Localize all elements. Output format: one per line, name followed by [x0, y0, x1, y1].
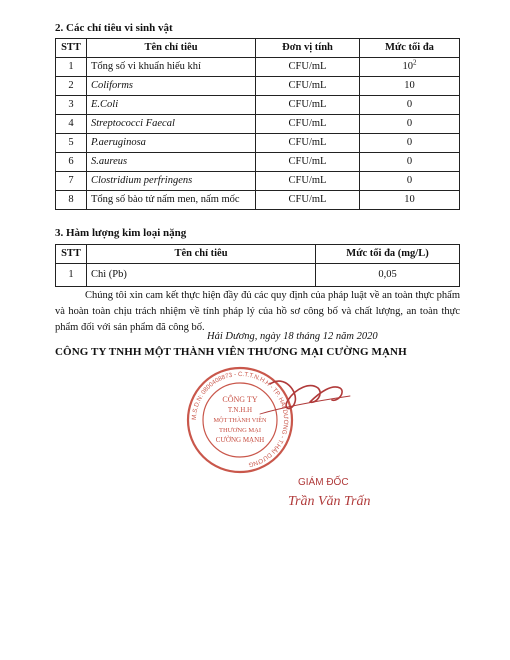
metals-section-title: 3. Hàm lượng kim loại nặng	[55, 227, 187, 239]
table-row	[56, 58, 460, 77]
cell-stt: 4	[56, 115, 87, 134]
table-header-row	[56, 39, 460, 58]
cell-max: 0	[360, 153, 460, 172]
commitment-paragraph: Chúng tôi xin cam kết thực hiện đầy đủ các quy định của pháp luật về an toàn thực phẩm và hoàn toàn chịu trách nhiệm về tính pháp lý của hồ sơ công bố và chất lượng, an toàn thực phẩm đối với sản phẩm đã công bố.	[55, 290, 460, 333]
cell-stt: 6	[56, 153, 87, 172]
cell-name: Streptococci Faecal	[87, 115, 256, 134]
cell-name: P.aeruginosa	[87, 134, 256, 153]
cell-name: Tổng số bào tử nấm men, nấm mốc	[87, 191, 256, 210]
seal-line: T.N.H.H	[227, 406, 253, 414]
cell-stt: 1	[56, 58, 87, 77]
cell-unit: CFU/mL	[256, 191, 360, 210]
cell-stt: 3	[56, 96, 87, 115]
date-line: Hải Dương, ngày 18 tháng 12 năm 2020	[207, 331, 378, 342]
header-name: Tên chỉ tiêu	[87, 39, 256, 58]
cell-stt: 2	[56, 77, 87, 96]
cell-name: Tổng số vi khuẩn hiếu khí	[87, 58, 256, 77]
cell-name: Coliforms	[87, 77, 256, 96]
max-base: 10	[402, 61, 413, 72]
seal-line: CÔNG TY	[222, 395, 258, 404]
cell-max: 0	[360, 96, 460, 115]
cell-max: 0	[360, 134, 460, 153]
table-header-row	[56, 245, 460, 264]
cell-max: 10	[360, 191, 460, 210]
table-row	[56, 134, 460, 153]
svg-text:M.S.D.N: 0800408873 - C.T.T.N.: M.S.D.N: 0800408873 - C.T.T.N.H.H - TP. HẢI DƯƠNG - T.HẢI DƯƠNG	[190, 370, 290, 469]
cell-unit: CFU/mL	[256, 96, 360, 115]
table-row	[56, 264, 460, 287]
cell-unit: CFU/mL	[256, 77, 360, 96]
table-row	[56, 96, 460, 115]
cell-max: 0,05	[316, 264, 460, 287]
cell-unit: CFU/mL	[256, 153, 360, 172]
cell-unit: CFU/mL	[256, 134, 360, 153]
cell-name: S.aureus	[87, 153, 256, 172]
cell-stt: 8	[56, 191, 87, 210]
seal-line: THƯƠNG MẠI	[218, 427, 262, 434]
cell-name: Clostridium perfringens	[87, 172, 256, 191]
director-signature	[240, 362, 410, 512]
header-stt: STT	[56, 245, 87, 264]
header-name: Tên chỉ tiêu	[87, 245, 316, 264]
header-max: Mức tối đa	[360, 39, 460, 58]
cell-stt: 1	[56, 264, 87, 287]
cell-max	[360, 58, 460, 77]
cell-unit: CFU/mL	[256, 115, 360, 134]
cell-name: E.Coli	[87, 96, 256, 115]
max-exponent: 2	[413, 58, 417, 67]
microbio-table	[55, 38, 460, 210]
cell-stt: 5	[56, 134, 87, 153]
header-unit: Đơn vị tính	[256, 39, 360, 58]
table-row	[56, 77, 460, 96]
cell-unit: CFU/mL	[256, 172, 360, 191]
microbio-section-title: 2. Các chỉ tiêu vi sinh vật	[55, 22, 173, 34]
seal-line: CƯỜNG MẠNH	[215, 436, 265, 444]
seal-line: MỘT THÀNH VIÊN	[213, 417, 267, 424]
cell-max: 10	[360, 77, 460, 96]
cell-max: 0	[360, 172, 460, 191]
svg-text:GIÁM ĐỐC: GIÁM ĐỐC	[298, 477, 349, 488]
svg-text:Trần Văn Trấn: Trần Văn Trấn	[288, 494, 371, 509]
company-name: CÔNG TY TNHH MỘT THÀNH VIÊN THƯƠNG MẠI CƯỜNG MẠNH	[55, 346, 407, 358]
header-stt: STT	[56, 39, 87, 58]
table-row	[56, 191, 460, 210]
metals-table	[55, 244, 460, 287]
cell-name: Chì (Pb)	[87, 264, 316, 287]
table-row	[56, 153, 460, 172]
table-row	[56, 115, 460, 134]
header-max: Mức tối đa (mg/L)	[316, 245, 460, 264]
cell-max: 0	[360, 115, 460, 134]
table-row	[56, 172, 460, 191]
cell-stt: 7	[56, 172, 87, 191]
cell-unit: CFU/mL	[256, 58, 360, 77]
